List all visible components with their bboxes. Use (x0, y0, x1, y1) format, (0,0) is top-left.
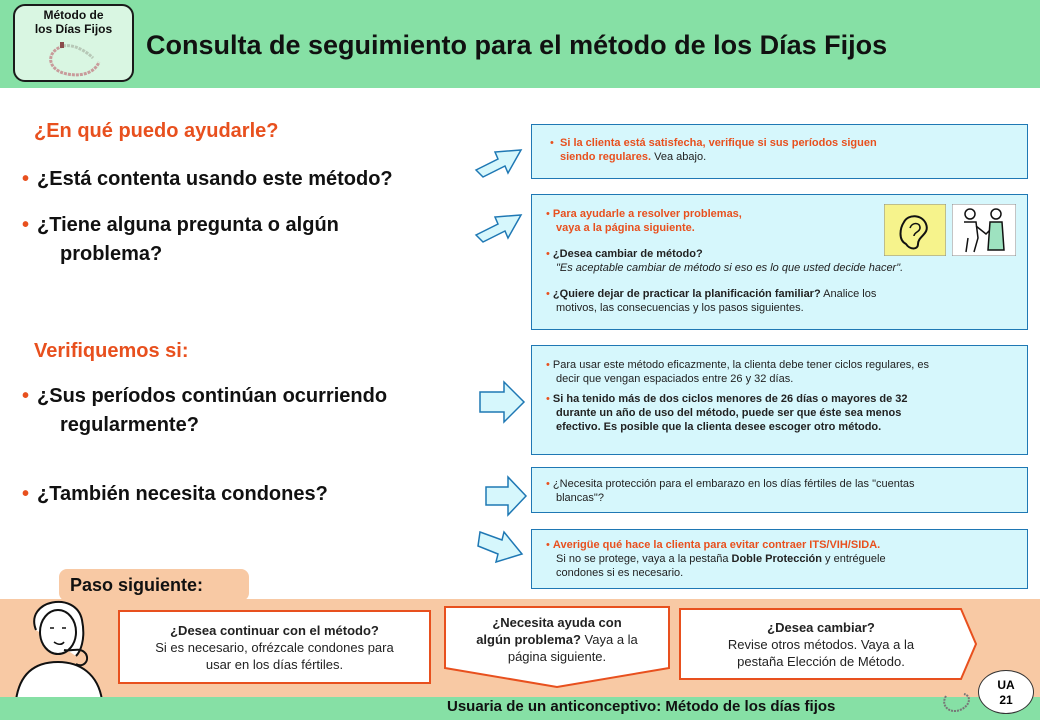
sti-line2-post: y entréguele (821, 553, 886, 565)
footer-text: Usuaria de un anticonceptivo: Método de los días fijos (447, 698, 836, 715)
verify-title: Verifiquemos si: (34, 340, 189, 362)
woman-thinking-icon (6, 590, 110, 700)
page-code: UA (997, 678, 1015, 692)
box-regular-cycles (531, 345, 1028, 455)
card-change[interactable] (679, 608, 963, 680)
cycles-p2: • Si ha tenido más de dos ciclos menores de 26 días o mayores de 32 durante un año de uso del método, puede ser que éste sea menos efectivo. Es posible que la clienta desee escoger otro método. (546, 393, 908, 433)
card-change-title: ¿Desea cambiar? (767, 620, 875, 635)
question-periods (22, 382, 387, 440)
sti-text: • Averigüe qué hace la clienta para evitar contraer ITS/VIH/SIDA. Si no se protege, vaya a la pestaña Doble Protección y entréguele condones si es necesario. (546, 539, 886, 579)
next-step-label: Paso siguiente: (59, 569, 249, 601)
condom-text: • ¿Necesita protección para el embarazo en los días fértiles de las "cuentas blancas"? (546, 478, 915, 504)
ear-icon (884, 204, 946, 256)
condom-line2: blancas"? (556, 492, 604, 504)
page-title: Consulta de seguimiento para el método de los Días Fijos (146, 30, 888, 60)
box-satisfied (531, 124, 1028, 179)
card-problem-line1: ¿Necesita ayuda con (492, 615, 622, 630)
question-periods-line1: ¿Sus períodos continúan ocurriendo (37, 385, 388, 407)
condom-line1: ¿Necesita protección para el embarazo en los días fértiles de las "cuentas (552, 478, 915, 490)
problems-p1-line1: Para ayudarle a resolver problemas, (552, 208, 742, 220)
problems-p3-bold: ¿Quiere dejar de practicar la planificación familiar? (552, 288, 821, 300)
box-satisfied-bold: siendo regulares. (560, 151, 652, 163)
card-problem-bold: algún problema? (476, 632, 581, 647)
cycle-beads-icon (940, 690, 974, 716)
sti-line1: Averigüe qué hace la clienta para evitar contraer ITS/VIH/SIDA. (552, 539, 881, 551)
question-problem-line2: problema? (60, 243, 163, 265)
badge-line1: Método de (43, 8, 104, 22)
method-badge (13, 4, 134, 82)
badge-line2: los Días Fijos (34, 22, 113, 36)
card-problem[interactable] (444, 606, 670, 676)
bullet: • (22, 214, 30, 236)
box-condom-protection (531, 467, 1028, 513)
problems-p3-rest: Analice los (820, 288, 877, 300)
arrow-right-icon (484, 475, 530, 517)
arrow-right-icon (474, 140, 524, 182)
card-continue-title: ¿Desea continuar con el método? (170, 623, 379, 638)
problems-p3: • ¿Quiere dejar de practicar la planificación familiar? Analice los motivos, las consecuencias y los pasos siguientes. (546, 287, 1016, 315)
necklace-beads-icon (43, 42, 103, 80)
arrow-right-icon (478, 380, 528, 424)
question-content (22, 165, 393, 194)
box-sti-protection (531, 529, 1028, 589)
question-problem (22, 211, 339, 269)
question-content-text: ¿Está contenta usando este método? (37, 168, 393, 190)
cycles-p2-line1: Si ha tenido más de dos ciclos menores de 26 días o mayores de 32 (552, 393, 908, 405)
problems-p1-line2: vaya a la página siguiente. (556, 222, 695, 234)
card-problem-rest: Vaya a la (580, 632, 638, 647)
card-continue-line2: Si es necesario, ofrézcale condones para (155, 640, 394, 655)
help-title: ¿En qué puedo ayudarle? (34, 120, 279, 142)
problems-p1: • Para ayudarle a resolver problemas, vaya a la página siguiente. (546, 208, 742, 234)
page-number-badge (978, 670, 1034, 714)
problems-p2: • ¿Desea cambiar de método? "Es aceptable cambiar de método si eso es lo que usted decide hacer". (546, 248, 904, 274)
question-condoms (22, 480, 328, 509)
bullet: • (22, 168, 30, 190)
card-continue[interactable] (118, 610, 431, 684)
cycles-p2-line3: efectivo. Es posible que la clienta desee escoger otro método. (556, 421, 882, 433)
arrow-right-icon (474, 205, 524, 247)
page-number: 21 (999, 693, 1013, 707)
badge-label (15, 8, 132, 36)
cycles-p1: • Para usar este método eficazmente, la clienta debe tener ciclos regulares, es decir que vengan espaciados entre 26 y 32 días. (546, 359, 929, 385)
card-continue-line3: usar en los días fértiles. (205, 657, 344, 672)
problems-p2-italic: "Es aceptable cambiar de método si eso es lo que usted decide hacer". (556, 262, 904, 274)
problems-p3-line2: motivos, las consecuencias y los pasos siguientes. (556, 302, 804, 314)
bullet: • (22, 385, 30, 407)
box-problems (531, 194, 1028, 330)
bullet: • (22, 483, 30, 505)
question-problem-line1: ¿Tiene alguna pregunta o algún (37, 214, 339, 236)
question-condoms-text: ¿También necesita condones? (37, 483, 328, 505)
counselor-client-icon (952, 204, 1016, 256)
sti-line3: condones si es necesario. (556, 567, 684, 579)
problems-p2-bold: ¿Desea cambiar de método? (552, 248, 703, 260)
cycles-p1-line2: decir que vengan espaciados entre 26 y 32 días. (556, 373, 794, 385)
box-satisfied-rest: Vea abajo. (651, 151, 707, 163)
sti-line2-bold: Doble Protección (731, 553, 822, 565)
cycles-p1-line1: Para usar este método eficazmente, la clienta debe tener ciclos regulares, es (552, 359, 929, 371)
card-problem-line3: página siguiente. (507, 649, 607, 664)
bullet: • (550, 137, 554, 149)
sti-line2-pre: Si no se protege, vaya a la pestaña (556, 553, 732, 565)
cycles-p2-line2: durante un año de uso del método, puede ser que éste sea menos (556, 407, 902, 419)
box-satisfied-line1: Si la clienta está satisfecha, verifique si sus períodos siguen (560, 137, 877, 149)
card-change-line3: pestaña Elección de Método. (737, 654, 905, 669)
arrow-down-right-icon (476, 522, 526, 566)
question-periods-line2: regularmente? (60, 414, 199, 436)
card-change-line2: Revise otros métodos. Vaya a la (727, 637, 915, 652)
